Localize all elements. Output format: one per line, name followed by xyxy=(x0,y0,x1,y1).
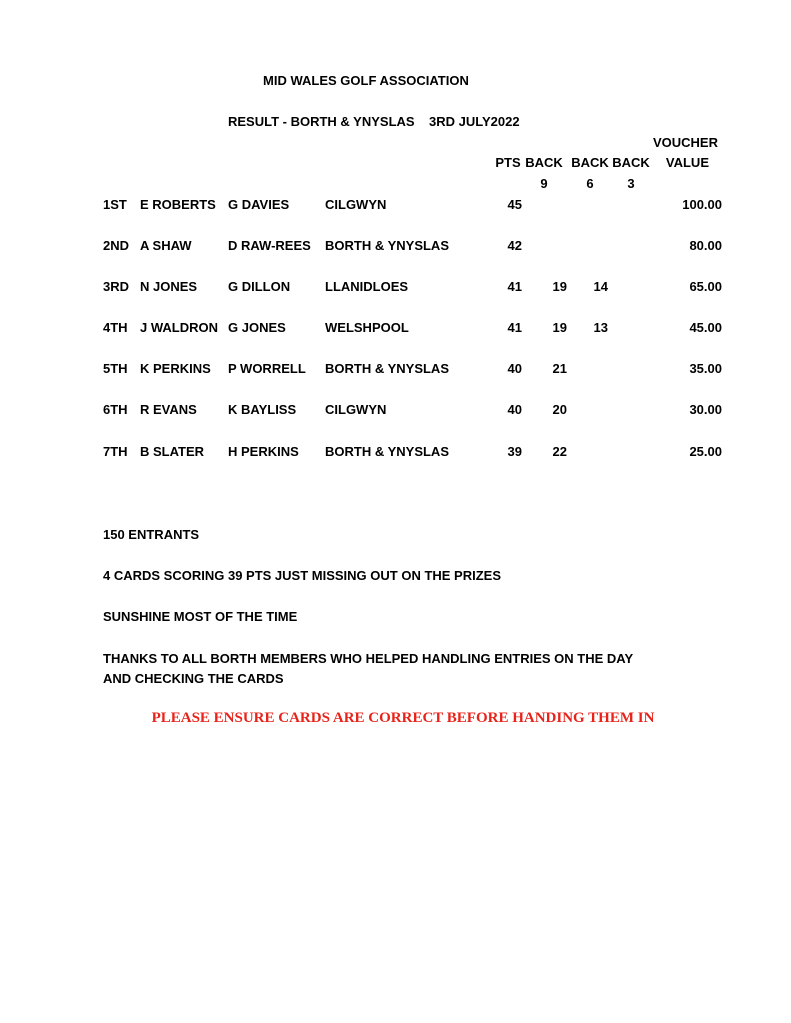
player2-cell: G DILLON xyxy=(228,279,291,294)
position-cell: 5TH xyxy=(103,361,128,376)
back6-cell: 14 xyxy=(593,279,608,294)
back9-cell: 19 xyxy=(552,279,567,294)
club-cell: CILGWYN xyxy=(325,197,387,212)
column-header-back3: BACK xyxy=(612,155,650,170)
pts-cell: 41 xyxy=(507,320,522,335)
player2-cell: G DAVIES xyxy=(228,197,290,212)
player1-cell: B SLATER xyxy=(140,444,205,459)
club-cell: CILGWYN xyxy=(325,402,387,417)
column-header-pts: PTS xyxy=(495,155,521,170)
player1-cell: J WALDRON xyxy=(140,320,218,335)
player1-cell: A SHAW xyxy=(140,238,192,253)
back9-cell: 19 xyxy=(552,320,567,335)
position-cell: 4TH xyxy=(103,320,128,335)
missing-out-note: 4 CARDS SCORING 39 PTS JUST MISSING OUT ON THE PRIZES xyxy=(103,568,502,583)
column-header-back6-num: 6 xyxy=(586,176,594,191)
thanks-note-line2: AND CHECKING THE CARDS xyxy=(103,671,284,686)
back6-cell: 13 xyxy=(593,320,608,335)
pts-cell: 40 xyxy=(507,402,522,417)
club-cell: WELSHPOOL xyxy=(325,320,409,335)
pts-cell: 41 xyxy=(507,279,522,294)
position-cell: 3RD xyxy=(103,279,130,294)
player2-cell: G JONES xyxy=(228,320,286,335)
pts-cell: 42 xyxy=(507,238,522,253)
column-header-value: VALUE xyxy=(665,155,709,170)
club-cell: BORTH & YNYSLAS xyxy=(325,361,449,376)
pts-cell: 45 xyxy=(507,197,522,212)
player2-cell: D RAW-REES xyxy=(228,238,311,253)
back9-cell: 22 xyxy=(552,444,567,459)
value-cell: 35.00 xyxy=(689,361,722,376)
position-cell: 7TH xyxy=(103,444,128,459)
entrants-note: 150 ENTRANTS xyxy=(103,527,200,542)
value-cell: 30.00 xyxy=(689,402,722,417)
position-cell: 6TH xyxy=(103,402,128,417)
page-title: MID WALES GOLF ASSOCIATION xyxy=(263,73,469,88)
position-cell: 2ND xyxy=(103,238,130,253)
column-header-voucher: VOUCHER xyxy=(652,135,718,150)
player1-cell: N JONES xyxy=(140,279,198,294)
value-cell: 45.00 xyxy=(689,320,722,335)
player1-cell: R EVANS xyxy=(140,402,197,417)
club-cell: LLANIDLOES xyxy=(325,279,409,294)
page-subtitle: RESULT - BORTH & YNYSLAS 3RD JULY2022 xyxy=(228,114,520,129)
player2-cell: H PERKINS xyxy=(228,444,299,459)
column-header-back3-num: 3 xyxy=(627,176,635,191)
value-cell: 80.00 xyxy=(689,238,722,253)
thanks-note-line1: THANKS TO ALL BORTH MEMBERS WHO HELPED HANDLING ENTRIES ON THE DAY xyxy=(103,651,634,666)
player1-cell: E ROBERTS xyxy=(140,197,216,212)
club-cell: BORTH & YNYSLAS xyxy=(325,238,449,253)
back9-cell: 20 xyxy=(552,402,567,417)
pts-cell: 40 xyxy=(507,361,522,376)
column-header-back9: BACK xyxy=(525,155,563,170)
column-header-back6: BACK xyxy=(571,155,609,170)
value-cell: 65.00 xyxy=(689,279,722,294)
club-cell: BORTH & YNYSLAS xyxy=(325,444,449,459)
pts-cell: 39 xyxy=(507,444,522,459)
player1-cell: K PERKINS xyxy=(140,361,211,376)
value-cell: 100.00 xyxy=(682,197,722,212)
position-cell: 1ST xyxy=(103,197,127,212)
player2-cell: K BAYLISS xyxy=(228,402,297,417)
value-cell: 25.00 xyxy=(689,444,722,459)
cards-warning: PLEASE ENSURE CARDS ARE CORRECT BEFORE HANDING THEM IN xyxy=(151,710,655,726)
player2-cell: P WORRELL xyxy=(228,361,306,376)
back9-cell: 21 xyxy=(552,361,567,376)
column-header-back9-num: 9 xyxy=(540,176,548,191)
weather-note: SUNSHINE MOST OF THE TIME xyxy=(103,609,298,624)
